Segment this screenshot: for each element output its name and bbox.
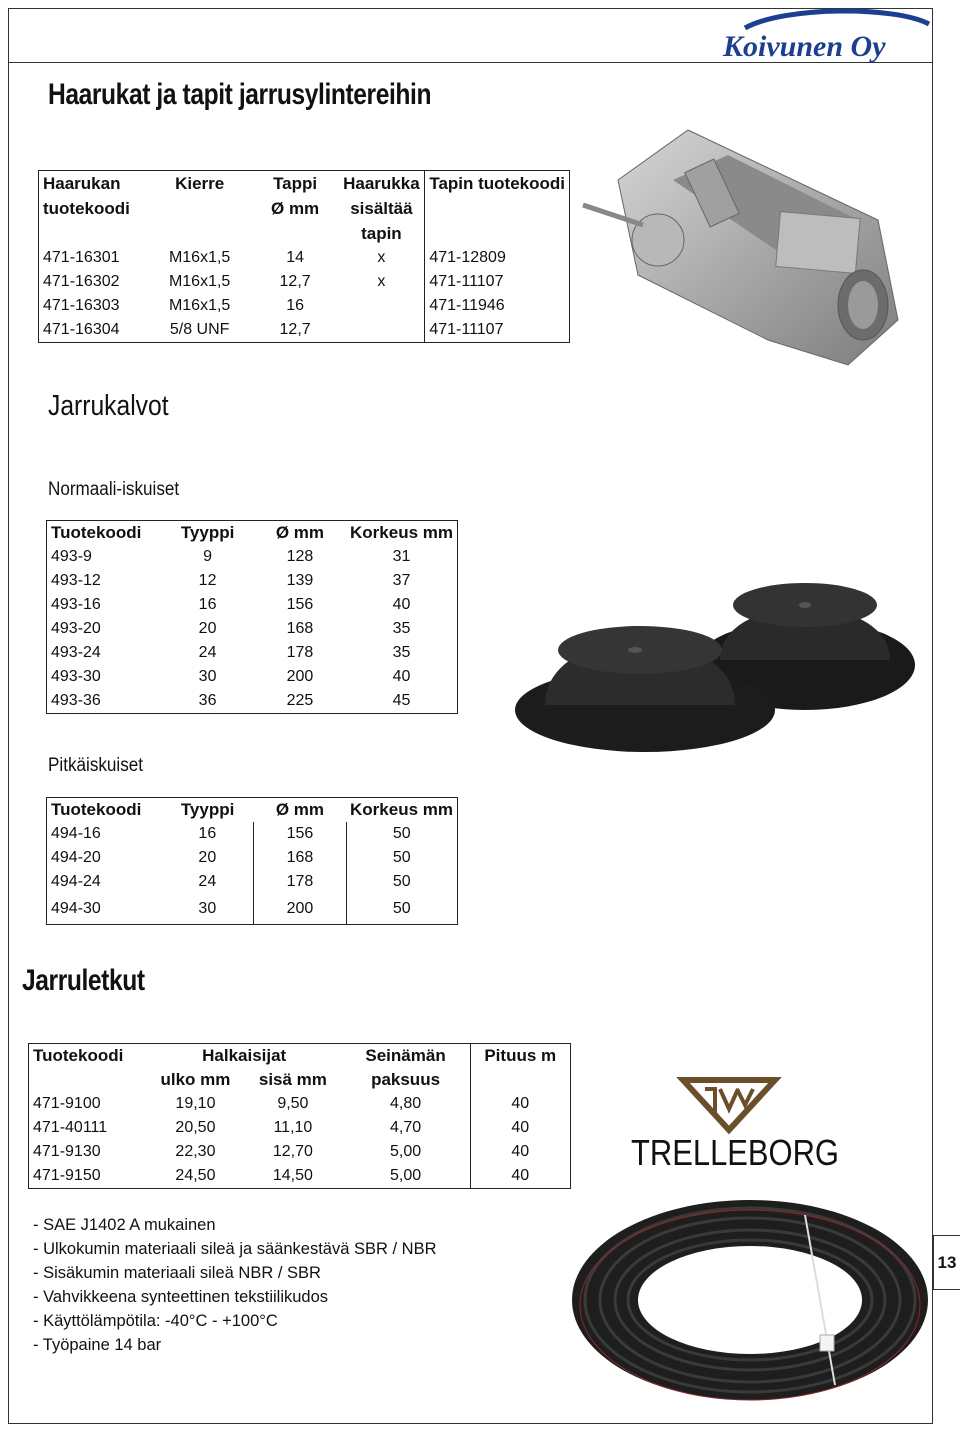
- cell: 493-9: [51, 548, 92, 565]
- cell: 40: [470, 1116, 571, 1140]
- table-row: [39, 294, 570, 318]
- header-diameter: Ø mm: [275, 800, 325, 819]
- section-title-hoses: Jarruletkut: [22, 964, 145, 997]
- forks-header-pin: Tappi Ø mm: [271, 174, 320, 218]
- cell: 139: [286, 572, 314, 589]
- cell: 225: [286, 692, 314, 709]
- cell: 16: [198, 825, 217, 842]
- cell: 12,7: [279, 273, 311, 290]
- table-row: [47, 665, 458, 689]
- diaphragm-image: [505, 560, 920, 755]
- note-item: - Vahvikkeena synteettinen tekstiilikudos: [33, 1288, 329, 1306]
- cell: 471-16301: [43, 249, 120, 266]
- header-code: Tuotekoodi: [51, 800, 142, 819]
- cell: 16: [198, 596, 217, 613]
- cell: 22,30: [175, 1143, 216, 1160]
- cell: 11,10: [273, 1119, 313, 1136]
- header-wall: Seinämän: [365, 1046, 446, 1065]
- header-code: Tuotekoodi: [33, 1046, 124, 1065]
- header-height: Korkeus mm: [350, 800, 453, 819]
- cell: 471-16302: [43, 273, 120, 290]
- cell: 9,50: [277, 1095, 309, 1112]
- subtitle-normal: Normaali-iskuiset: [48, 479, 180, 500]
- cell: 24,50: [175, 1167, 216, 1184]
- note-item: - Sisäkumin materiaali sileä NBR / SBR: [33, 1264, 321, 1282]
- section-title-diaphragms: Jarrukalvot: [48, 390, 169, 422]
- cell: 24: [198, 873, 217, 890]
- cell: 12,7: [279, 321, 311, 338]
- hose-notes: [33, 1213, 437, 1357]
- cell: 493-36: [51, 692, 101, 709]
- trelleborg-logo: [625, 1075, 845, 1175]
- table-row: [47, 569, 458, 593]
- cell: 14,50: [272, 1167, 313, 1184]
- cell: 35: [392, 620, 411, 637]
- cell: 494-16: [51, 825, 101, 842]
- cell: 493-12: [51, 572, 101, 589]
- table-row: [47, 822, 458, 846]
- header-length: Pituus m: [470, 1044, 571, 1069]
- table-row: [39, 246, 570, 270]
- cell: 40: [392, 668, 411, 685]
- cell: 24: [198, 644, 217, 661]
- cell: 35: [392, 644, 411, 661]
- header-outer: ulko mm: [160, 1070, 231, 1089]
- cell: 471-9150: [33, 1167, 101, 1184]
- cell: 20: [198, 849, 217, 866]
- table-row: [47, 689, 458, 714]
- cell: 9: [203, 548, 213, 565]
- cell: 12: [198, 572, 217, 589]
- cell: 36: [198, 692, 217, 709]
- cell: 494-24: [51, 873, 101, 890]
- hose-coil-image: [565, 1195, 930, 1410]
- header-diameter: Ø mm: [275, 523, 325, 542]
- cell: [338, 318, 424, 343]
- cell: 40: [470, 1140, 571, 1164]
- cell: 200: [286, 668, 314, 685]
- forks-header-code: Haarukan tuotekoodi: [43, 174, 130, 218]
- table-row: [29, 1092, 571, 1116]
- cell: 40: [392, 596, 411, 613]
- cell: x: [377, 249, 386, 266]
- cell: 471-11107: [425, 318, 570, 343]
- koivunen-logo: [715, 6, 937, 64]
- cell: 471-9130: [33, 1143, 101, 1160]
- cell: 14: [286, 249, 304, 266]
- note-item: - Ulkokumin materiaali sileä ja säänkestävä SBR / NBR: [33, 1240, 437, 1258]
- cell: 20: [198, 620, 217, 637]
- cell: 4,80: [389, 1095, 422, 1112]
- logo-text: Koivunen Oy: [723, 30, 886, 63]
- cell: 178: [254, 870, 346, 894]
- table-row: [47, 545, 458, 569]
- forks-header-pin-code: Tapin tuotekoodi: [425, 171, 570, 247]
- table-row: [47, 894, 458, 925]
- table-row: [29, 1140, 571, 1164]
- fork-clevis-image: [578, 125, 903, 370]
- cell: 40: [470, 1164, 571, 1189]
- cell: 40: [470, 1092, 571, 1116]
- cell: 5,00: [389, 1167, 422, 1184]
- header-code: Tuotekoodi: [51, 523, 142, 542]
- section-title-forks: Haarukat ja tapit jarrusylintereihin: [48, 78, 432, 111]
- forks-header-contains: Haarukka sisältää tapin: [343, 174, 420, 243]
- forks-table: [38, 170, 570, 343]
- table-row: [39, 270, 570, 294]
- cell: 156: [254, 822, 346, 846]
- cell: 471-11107: [425, 270, 570, 294]
- page-number: 13: [933, 1235, 960, 1290]
- cell: 45: [392, 692, 411, 709]
- cell: 19,10: [175, 1095, 216, 1112]
- cell: 493-16: [51, 596, 101, 613]
- header-thickness: paksuus: [371, 1070, 441, 1089]
- table-row: [47, 870, 458, 894]
- cell: 471-16303: [43, 297, 120, 314]
- cell: 30: [198, 668, 217, 685]
- note-item: - SAE J1402 A mukainen: [33, 1216, 216, 1234]
- cell: 471-9100: [33, 1095, 101, 1112]
- cell: 30: [198, 900, 217, 917]
- cell: M16x1,5: [168, 297, 231, 314]
- cell: 168: [254, 846, 346, 870]
- cell: 50: [346, 822, 457, 846]
- table-row: [47, 846, 458, 870]
- table-row: [29, 1116, 571, 1140]
- forks-header-thread: Kierre: [175, 174, 225, 193]
- header-diameters: Halkaisijat: [202, 1046, 287, 1065]
- cell: 5,00: [389, 1143, 422, 1160]
- diaphragm-long-table: [46, 797, 458, 925]
- cell: 156: [286, 596, 314, 613]
- subtitle-long: Pitkäiskuiset: [48, 755, 144, 776]
- cell: 50: [346, 870, 457, 894]
- header-type: Tyyppi: [180, 800, 235, 819]
- cell: 128: [286, 548, 314, 565]
- note-item: - Työpaine 14 bar: [33, 1336, 162, 1354]
- cell: 50: [346, 894, 457, 925]
- cell: 178: [286, 644, 314, 661]
- cell: 494-20: [51, 849, 101, 866]
- cell: 471-40111: [33, 1119, 108, 1136]
- table-row: [29, 1164, 571, 1189]
- note-item: - Käyttölämpötila: -40°C - +100°C: [33, 1312, 278, 1330]
- cell: 493-20: [51, 620, 101, 637]
- cell: 168: [286, 620, 314, 637]
- cell: 31: [392, 548, 411, 565]
- table-row: [47, 617, 458, 641]
- diaphragm-normal-table: [46, 520, 458, 714]
- cell: 471-11946: [425, 294, 570, 318]
- cell: 471-12809: [425, 246, 570, 270]
- hoses-table: [28, 1043, 571, 1189]
- table-row: [47, 593, 458, 617]
- cell: 5/8 UNF: [169, 321, 230, 338]
- cell: 493-30: [51, 668, 101, 685]
- table-row: [47, 641, 458, 665]
- cell: 20,50: [175, 1119, 216, 1136]
- table-row: [39, 318, 570, 343]
- cell: 493-24: [51, 644, 101, 661]
- header-inner: sisä mm: [258, 1070, 327, 1089]
- cell: 471-16304: [43, 321, 120, 338]
- header-height: Korkeus mm: [350, 523, 453, 542]
- cell: 494-30: [51, 900, 101, 917]
- header-type: Tyyppi: [180, 523, 235, 542]
- cell: 50: [346, 846, 457, 870]
- cell: 12,70: [272, 1143, 313, 1160]
- cell: 4,70: [389, 1119, 422, 1136]
- trelleborg-logo-text: TRELLEBORG: [631, 1132, 839, 1173]
- cell: 200: [254, 894, 346, 925]
- cell: x: [377, 273, 386, 290]
- cell: 37: [392, 572, 411, 589]
- cell: [338, 294, 424, 318]
- cell: 16: [286, 297, 304, 314]
- cell: M16x1,5: [168, 273, 231, 290]
- cell: M16x1,5: [168, 249, 231, 266]
